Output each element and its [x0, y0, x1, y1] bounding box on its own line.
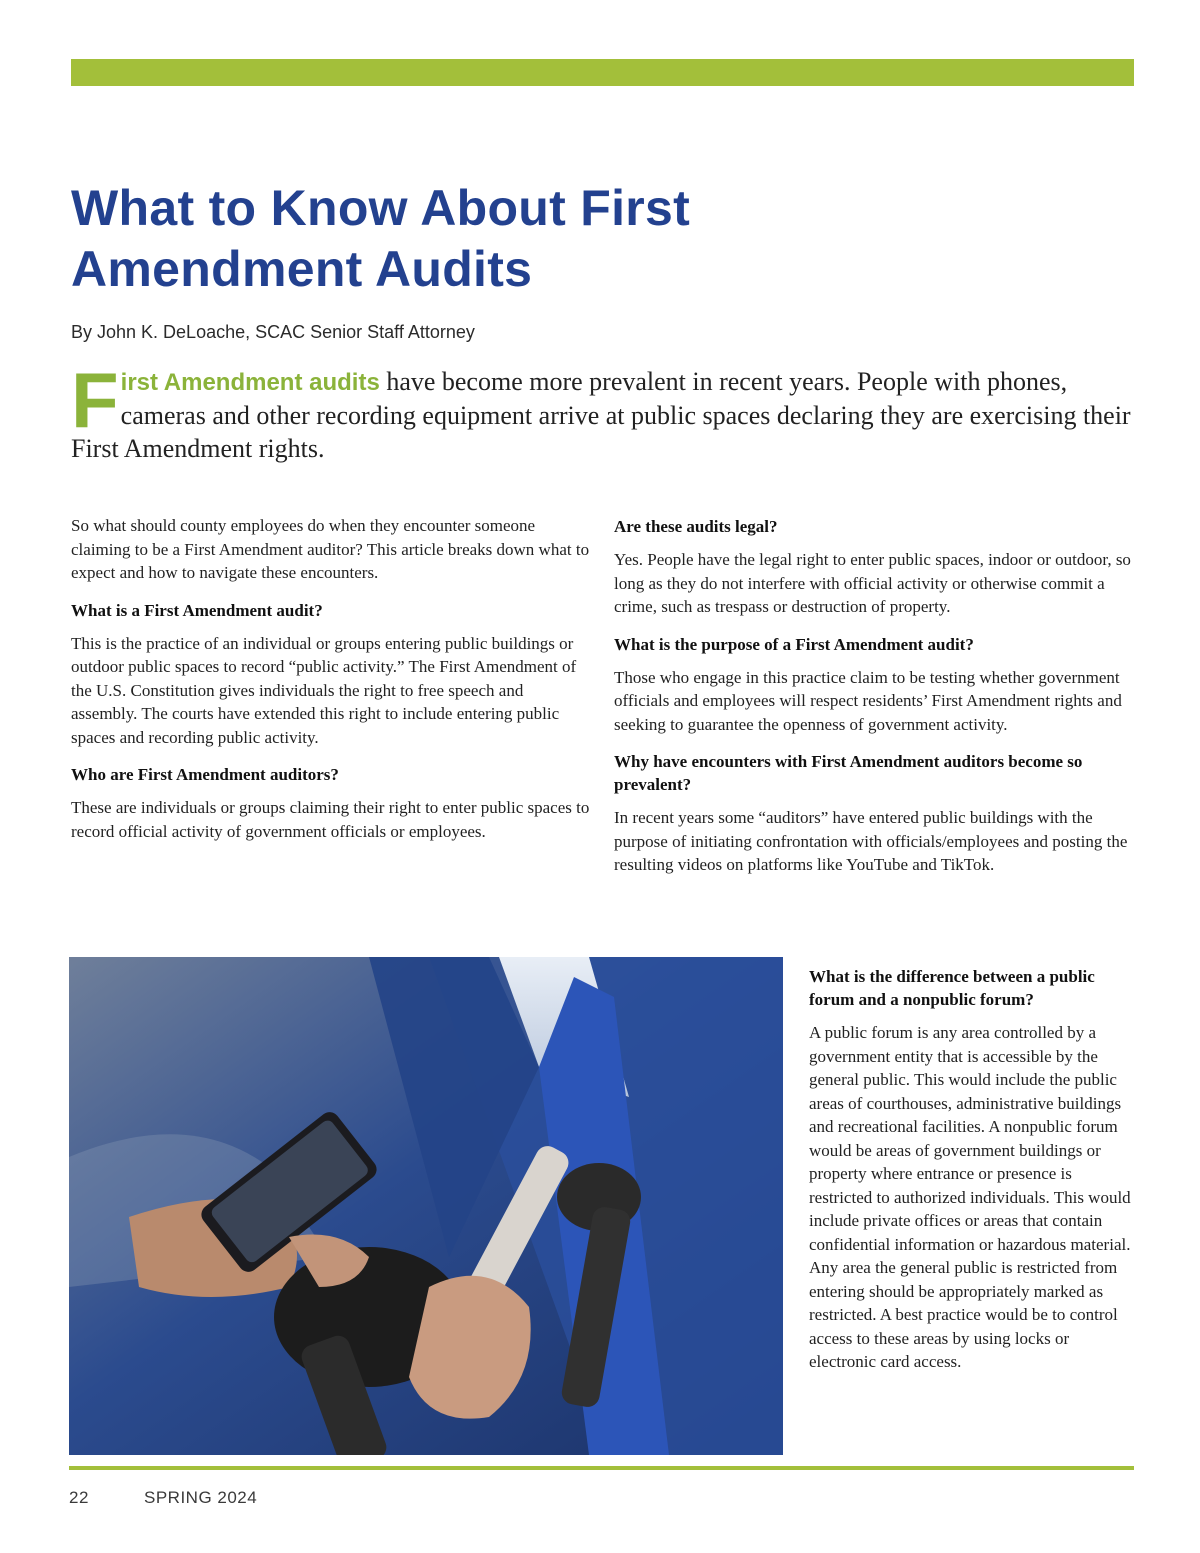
top-accent-bar [71, 59, 1134, 86]
section-heading: What is a First Amendment audit? [71, 600, 323, 620]
page-number: 22 [69, 1488, 89, 1507]
right-column [614, 515, 1134, 891]
lede-lead-in: irst Amendment audits [120, 369, 380, 396]
press-interview-photo [69, 957, 783, 1455]
section-body: Yes. People have the legal right to enter public spaces, indoor or outdoor, so long as they do not interfere with official activity or otherwise commit a crime, such as trespass or destruction of property. [614, 550, 1131, 616]
section-body: These are individuals or groups claiming their right to enter public spaces to record official activity of government officials or employees. [71, 798, 590, 841]
lede-text: have become more prevalent in recent years. People with phones, cameras and other recording equipment arrive at public spaces declaring they are exercising their First Amendment rights. [71, 367, 1131, 463]
bottom-accent-bar [69, 1466, 1134, 1470]
section-heading: What is the purpose of a First Amendment audit? [614, 634, 974, 654]
byline: By John K. DeLoache, SCAC Senior Staff Attorney [71, 322, 475, 342]
section-heading: Why have encounters with First Amendment auditors become so prevalent? [614, 752, 1083, 794]
photo-illustration [69, 957, 783, 1455]
left-column [71, 514, 591, 857]
section-body: In recent years some “auditors” have entered public buildings with the purpose of initiating confrontation with officials/employees and posting the resulting videos on platforms like YouTube and TikTok. [614, 808, 1128, 874]
issue-label: SPRING 2024 [144, 1488, 258, 1507]
section-body: Those who engage in this practice claim to be testing whether government officials and employees will respect residents’ First Amendment rights and seeking to guarantee the openness of government activity. [614, 667, 1122, 734]
drop-cap: F [71, 356, 119, 444]
lede-paragraph [71, 356, 1136, 465]
article-title: What to Know About First Amendment Audits [71, 180, 691, 297]
intro-paragraph: So what should county employees do when they encounter someone claiming to be a First Amendment auditor? This article breaks down what to expect and how to navigate these encounters. [71, 516, 590, 582]
section-body: A public forum is any area controlled by a government entity that is accessible by the general public. This would include the public areas of courthouses, administrative buildings and recreational facilities. A nonpublic forum would be areas of government buildings or property where entrance or presence is restricted to authorized individuals. This would include private offices or areas that contain confidential information or hazardous material. Any area the general public is restricted from entering should be appropriately marked as restricted. A best practice would be to control access to these areas by using locks or electronic card access. [809, 1023, 1131, 1371]
section-heading: Who are First Amendment auditors? [71, 765, 339, 784]
bottom-right-column [809, 965, 1134, 1374]
section-heading: What is the difference between a public forum and a nonpublic forum? [809, 967, 1095, 1009]
section-heading: Are these audits legal? [614, 517, 778, 536]
section-body: This is the practice of an individual or groups entering public buildings or outdoor public spaces to record “public activity.” The First Amendment of the U.S. Constitution gives individuals the right to free speech and assembly. The courts have extended this right to include entering public spaces and recording public activity. [71, 633, 577, 747]
